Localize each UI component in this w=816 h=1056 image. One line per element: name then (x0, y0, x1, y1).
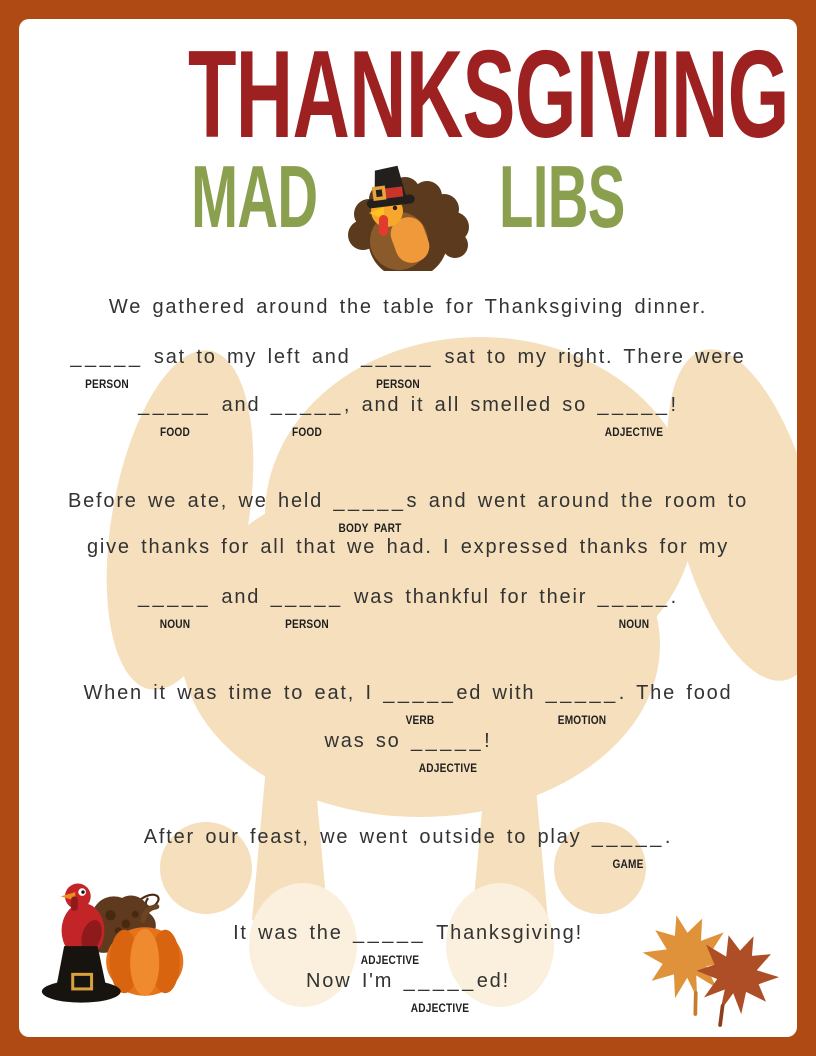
blank-food-2 (270, 392, 344, 439)
blank-food-1 (138, 392, 212, 439)
story-text: was so (324, 730, 411, 752)
blank-line: _____ (70, 346, 144, 368)
blank-bodypart (333, 488, 407, 535)
story-text: was thankful for their (343, 586, 598, 608)
blank-label: PERSON (85, 379, 129, 391)
story-text: sat to my right. There were (434, 346, 746, 368)
story-text: Thanksgiving! (426, 922, 583, 944)
story-text: give thanks for all that we had. I expressed thanks for my (86, 536, 730, 558)
blank-label: PERSON (375, 379, 420, 391)
blank-adjective-4 (403, 968, 477, 1015)
blank-noun-1 (137, 584, 212, 631)
story-text: When it was time to eat, I (83, 682, 384, 704)
blank-label: FOOD (159, 427, 190, 439)
subtitle-row (19, 147, 797, 271)
blank-line: _____ (597, 586, 671, 608)
blank-label: FOOD (292, 427, 323, 439)
story-line-9 (49, 824, 767, 871)
blank-label: PERSON (285, 619, 330, 631)
blank-adjective-2 (410, 728, 485, 775)
blank-label: BODY PART (338, 523, 402, 535)
story-text: ed! (476, 970, 510, 992)
blank-label: ADJECTIVE (604, 427, 664, 439)
blank-label: NOUN (159, 619, 190, 631)
worksheet-page (19, 19, 797, 1037)
blank-verb (383, 680, 457, 727)
story-text: After our feast, we went outside to play (143, 826, 592, 848)
blank-line: _____ (138, 394, 212, 416)
story-line-5 (49, 534, 767, 560)
story-text: sat to my left and (143, 346, 361, 368)
story-text: ! (670, 394, 678, 416)
blank-person-2 (360, 344, 435, 391)
story-line-8 (49, 728, 767, 775)
story-text: and (211, 394, 271, 416)
story-text: We gathered around the table for Thanksgiving dinner. (108, 296, 708, 318)
blank-label: GAME (612, 859, 644, 871)
page-title: THANKSGIVING (187, 26, 789, 164)
blank-label: ADJECTIVE (360, 955, 419, 967)
story-text: . The food (618, 682, 733, 704)
story-line-2 (49, 344, 767, 391)
blank-line: _____ (360, 346, 435, 368)
pilgrim-turkey-icon (343, 159, 473, 271)
blank-line: _____ (270, 586, 344, 608)
blank-line: _____ (403, 970, 477, 992)
story-text: . (664, 826, 673, 848)
blank-game (591, 824, 665, 871)
subtitle-mad: MAD (191, 147, 318, 246)
blank-emotion (545, 680, 619, 727)
blank-line: _____ (137, 586, 212, 608)
story-text: , and it all smelled so (343, 394, 598, 416)
blank-noun-2 (597, 584, 671, 631)
blank-label: VERB (405, 715, 435, 727)
subtitle-libs: LIBS (499, 147, 626, 246)
blank-line: _____ (270, 394, 344, 416)
fall-maple-leaves-illustration (626, 903, 794, 1033)
story-line-4 (49, 488, 767, 535)
story-text: and (211, 586, 271, 608)
blank-line: _____ (353, 922, 427, 944)
blank-label: EMOTION (557, 715, 607, 727)
story-line-6 (49, 584, 767, 631)
story-text: ed with (456, 682, 546, 704)
story-text: s and went around the room to (406, 490, 749, 512)
story-text: . (670, 586, 679, 608)
story-text: It was the (233, 922, 354, 944)
story-text: Now I'm (306, 970, 404, 992)
turkey-pumpkin-pilgrim-hat-illustration (35, 865, 185, 1010)
story-line-7 (49, 680, 767, 727)
blank-line: _____ (410, 730, 485, 752)
blank-person-3 (270, 584, 344, 631)
blank-adjective-3 (353, 920, 427, 967)
blank-line: _____ (383, 682, 457, 704)
blank-line: _____ (597, 394, 671, 416)
story-line-3 (49, 392, 767, 439)
blank-label: ADJECTIVE (418, 763, 477, 775)
story-text: ! (484, 730, 492, 752)
blank-label: ADJECTIVE (410, 1003, 470, 1015)
story-line-1 (49, 294, 767, 320)
blank-label: NOUN (618, 619, 650, 631)
story-text: Before we ate, we held (67, 490, 334, 512)
blank-person-1 (70, 344, 144, 391)
blank-line: _____ (545, 682, 619, 704)
blank-adjective-1 (597, 392, 671, 439)
blank-line: _____ (591, 826, 665, 848)
blank-line: _____ (333, 490, 407, 512)
